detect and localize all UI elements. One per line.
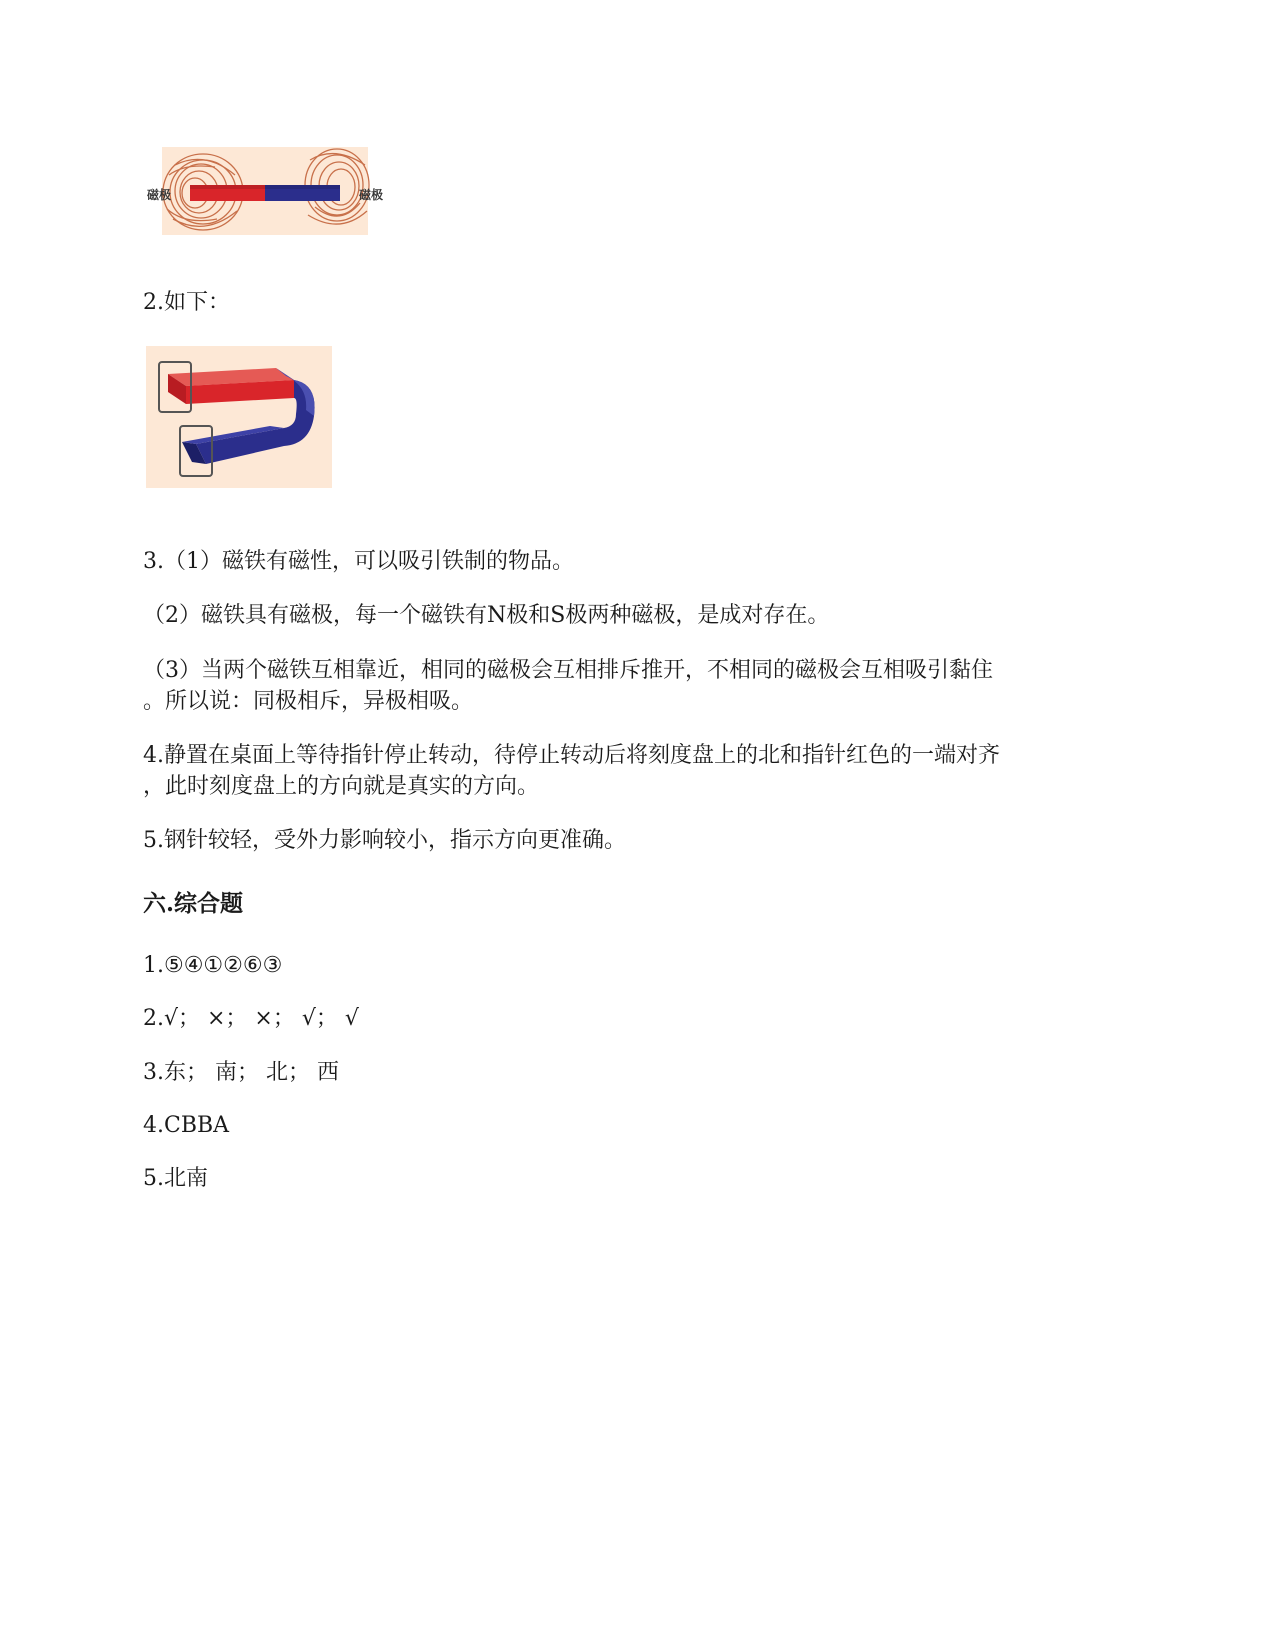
u-magnet-illustration [146, 346, 332, 488]
answer-3-3-line1: （3）当两个磁铁互相靠近，相同的磁极会互相排斥推开，不相同的磁极会互相吸引黏住 [143, 658, 993, 683]
section-6-answer-2: 2.√； ×； ×； √； √ [143, 1006, 359, 1031]
bar-magnet-figure [145, 145, 390, 237]
section-6-title: 六.综合题 [143, 890, 244, 917]
answer-3-1: 3.（1）磁铁有磁性，可以吸引铁制的物品。 [143, 549, 574, 574]
section-6-answer-3: 3.东； 南； 北； 西 [143, 1060, 339, 1085]
answer-4-line2: ，此时刻度盘上的方向就是真实的方向。 [143, 774, 540, 799]
section-6-answer-4: 4.CBBA [143, 1113, 230, 1138]
right-pole-label: 磁极 [359, 188, 384, 202]
answer-3-2: （2）磁铁具有磁极，每一个磁铁有N极和S极两种磁极，是成对存在。 [143, 603, 830, 628]
answer-2-text: 2.如下： [143, 290, 230, 315]
section-6-answer-5: 5.北南 [143, 1166, 208, 1191]
section-6-answer-1: 1.⑤④①②⑥③ [143, 953, 283, 978]
answer-4-line1: 4.静置在桌面上等待指针停止转动，待停止转动后将刻度盘上的北和指针红色的一端对齐 [143, 743, 1000, 768]
answer-3-3-line2: 。所以说：同极相斥，异极相吸。 [143, 689, 474, 714]
bar-magnet-illustration [145, 145, 390, 237]
u-magnet-figure [146, 346, 332, 488]
left-pole-label: 磁极 [147, 188, 172, 202]
answer-5: 5.钢针较轻，受外力影响较小，指示方向更准确。 [143, 828, 626, 853]
